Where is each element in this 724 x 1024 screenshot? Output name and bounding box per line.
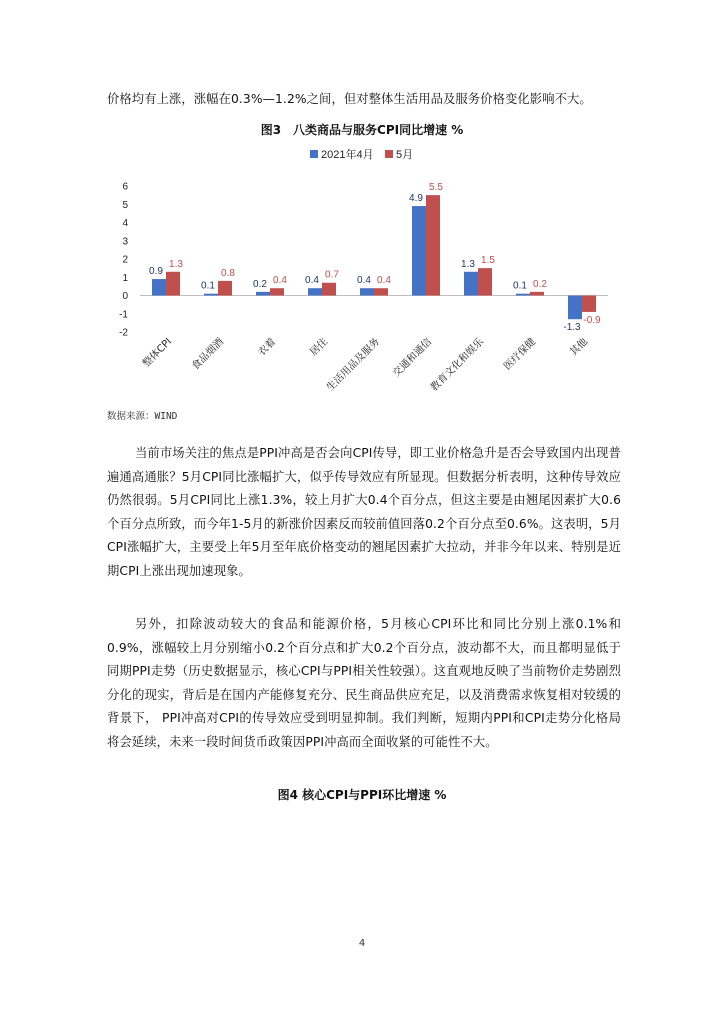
category-label-5: 交通和通信 [390,336,435,380]
bar-1-1 [218,281,232,296]
bar-0-1 [204,294,218,296]
category-label-7: 医疗保健 [502,336,539,373]
bar-0-7 [516,294,530,296]
data-label-0-7: 0.1 [513,280,527,292]
bar-0-0 [152,279,166,295]
figure-4-caption: 图4 核心CPI与PPI环比增速 % [277,788,447,802]
bar-0-3 [308,288,322,295]
data-label-1-2: 0.4 [273,275,287,287]
data-label-1-5: 5.5 [429,182,443,194]
legend-label-1: 5月 [396,149,414,161]
data-label-1-8: -0.9 [583,314,601,326]
legend-label-0: 2021年4月 [321,149,374,161]
bar-1-8 [582,296,596,312]
data-label-0-1: 0.1 [201,280,215,292]
page-number: 4 [358,938,366,949]
y-tick-label: 5 [122,199,128,211]
data-label-1-4: 0.4 [377,275,391,287]
data-label-0-8: -1.3 [563,322,581,334]
data-label-0-5: 4.9 [409,193,423,205]
category-label-0: 整体CPI [140,336,175,370]
data-label-0-4: 0.4 [357,275,371,287]
data-label-1-1: 0.8 [221,267,235,279]
bar-0-8 [568,296,582,320]
category-label-6: 教育文化和娱乐 [428,336,487,394]
bar-1-3 [322,283,336,296]
data-labels [149,182,601,333]
y-tick-label: 2 [122,254,128,266]
bar-0-5 [412,206,426,295]
source-note: 数据来源：WIND [107,411,178,422]
bar-0-2 [256,292,270,296]
paragraph-ppi-transmission: 当前市场关注的焦点是PPI冲高是否会向CPI传导，即工业价格急升是否会导致国内出现普遍通高通胀？5月CPI同比涨幅扩大，似乎传导效应有所显现。但数据分析表明，这种传导效应仍然很弱。5月CPI同比上涨1.3%，较上月扩大0.4个百分点，但这主要是由翘尾因素扩大0.6个百分点所致，而今年1-5月的新涨价因素反而较前值回落0.2个百分点至0.6%。这表明，5月CPI涨幅扩大，主要受上年5月至年底价格变动的翘尾因素扩大拉动，并非今年以来、特别是近期CPI上涨出现加速现象。 [107,446,621,578]
legend-swatch-1 [385,150,393,158]
paragraph-intro: 价格均有上涨，涨幅在0.3%—1.2%之间，但对整体生活用品及服务价格变化影响不大。 [107,92,592,106]
y-tick-label: 4 [122,218,128,229]
bar-1-0 [166,272,180,296]
y-tick-label: 1 [122,272,128,284]
bar-1-2 [270,288,284,295]
y-tick-label: 6 [122,181,128,193]
bar-0-4 [360,288,374,295]
data-label-1-0: 1.3 [169,258,183,270]
legend-swatch-0 [310,150,318,158]
bar-series [152,195,596,319]
y-tick-label: 3 [122,236,128,248]
y-tick-label: -2 [119,327,128,339]
bar-0-6 [464,272,478,296]
bar-1-7 [530,292,544,296]
category-label-1: 食品烟酒 [190,336,227,373]
data-label-0-3: 0.4 [305,275,319,287]
paragraph-core-cpi: 另外，扣除波动较大的食品和能源价格，5月核心CPI环比和同比分别上涨0.1%和0.9%，涨幅较上月分别缩小0.2个百分点和扩大0.2个百分点，波动都不大，而且都明显低于同期PPI走势（历史数据显示，核心CPI与PPI相关性较强）。这直观地反映了当前物价走势剧烈分化的现实，背后是在国内产能修复充分、民生商品供应充足，以及消费需求恢复相对较缓的背景下， PPI冲高对CPI的传导效应受到明显抑制。我们判断，短期内PPI和CPI走势分化格局将会延续，未来一段时间货币政策因PPI冲高而全面收紧的可能性不大。 [107,617,621,749]
cpi-bar-chart [100,140,620,405]
data-label-0-6: 1.3 [461,258,475,270]
bar-1-6 [478,268,492,295]
data-label-1-6: 1.5 [481,255,495,267]
data-label-1-7: 0.2 [533,278,547,290]
category-label-8: 其他 [568,336,591,359]
bar-1-5 [426,195,440,295]
category-label-3: 居住 [308,336,331,359]
category-label-4: 生活用品及服务 [324,336,383,394]
category-labels [139,334,590,393]
y-tick-label: -1 [119,309,128,321]
chart-legend [310,147,413,161]
y-axis [119,182,608,339]
data-label-0-2: 0.2 [253,278,267,290]
figure-3-caption: 图3 八类商品与服务CPI同比增速 % [260,123,464,137]
data-label-0-0: 0.9 [149,266,163,278]
data-label-1-3: 0.7 [325,269,339,281]
y-tick-label: 0 [122,291,128,302]
category-label-2: 衣着 [256,336,279,359]
bar-1-4 [374,288,388,295]
